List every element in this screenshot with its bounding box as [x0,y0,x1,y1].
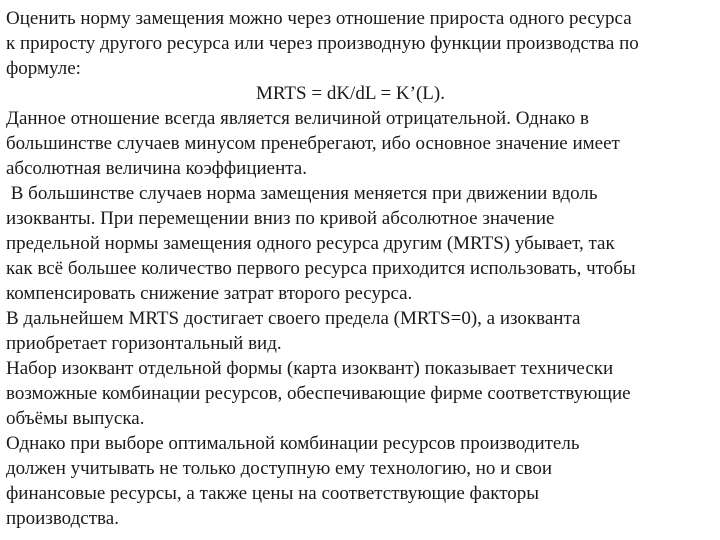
text-line: В большинстве случаев норма замещения меняется при движении вдоль [6,183,598,204]
text-line: абсолютная величина коэффициента. [6,158,307,179]
text-line: Данное отношение всегда является величиной отрицательной. Однако в [6,108,589,129]
formula-line: MRTS = dK/dL = K’(L). [256,83,445,104]
text-line: объёмы выпуска. [6,408,145,429]
text-line: Набор изоквант отдельной формы (карта изоквант) показывает технически [6,358,614,379]
text-line: возможные комбинации ресурсов, обеспечивающие фирме соответствующие [6,383,631,404]
text-line: приобретает горизонтальный вид. [6,333,282,354]
text-line: финансовые ресурсы, а также цены на соответствующие факторы [6,483,540,504]
text-line: должен учитывать не только доступную ему технологию, но и свои [6,458,553,479]
text-line: В дальнейшем MRTS достигает своего предела (MRTS=0), а изокванта [6,308,581,329]
text-line: Однако при выборе оптимальной комбинации ресурсов производитель [6,433,580,454]
text-line: изокванты. При перемещении вниз по кривой абсолютное значение [6,208,555,229]
text-line: формуле: [6,58,81,79]
text-line: большинстве случаев минусом пренебрегают, ибо основное значение имеет [6,133,620,154]
text-line: компенсировать снижение затрат второго ресурса. [6,283,413,304]
text-line: Оценить норму замещения можно через отношение прироста одного ресурса [6,8,632,29]
text-line: к приросту другого ресурса или через производную функции производства по [6,33,639,54]
text-line: предельной нормы замещения одного ресурса другим (MRTS) убывает, так [6,233,615,254]
text-line: как всё большее количество первого ресурса приходится использовать, чтобы [6,258,636,279]
text-line: производства. [6,508,119,529]
